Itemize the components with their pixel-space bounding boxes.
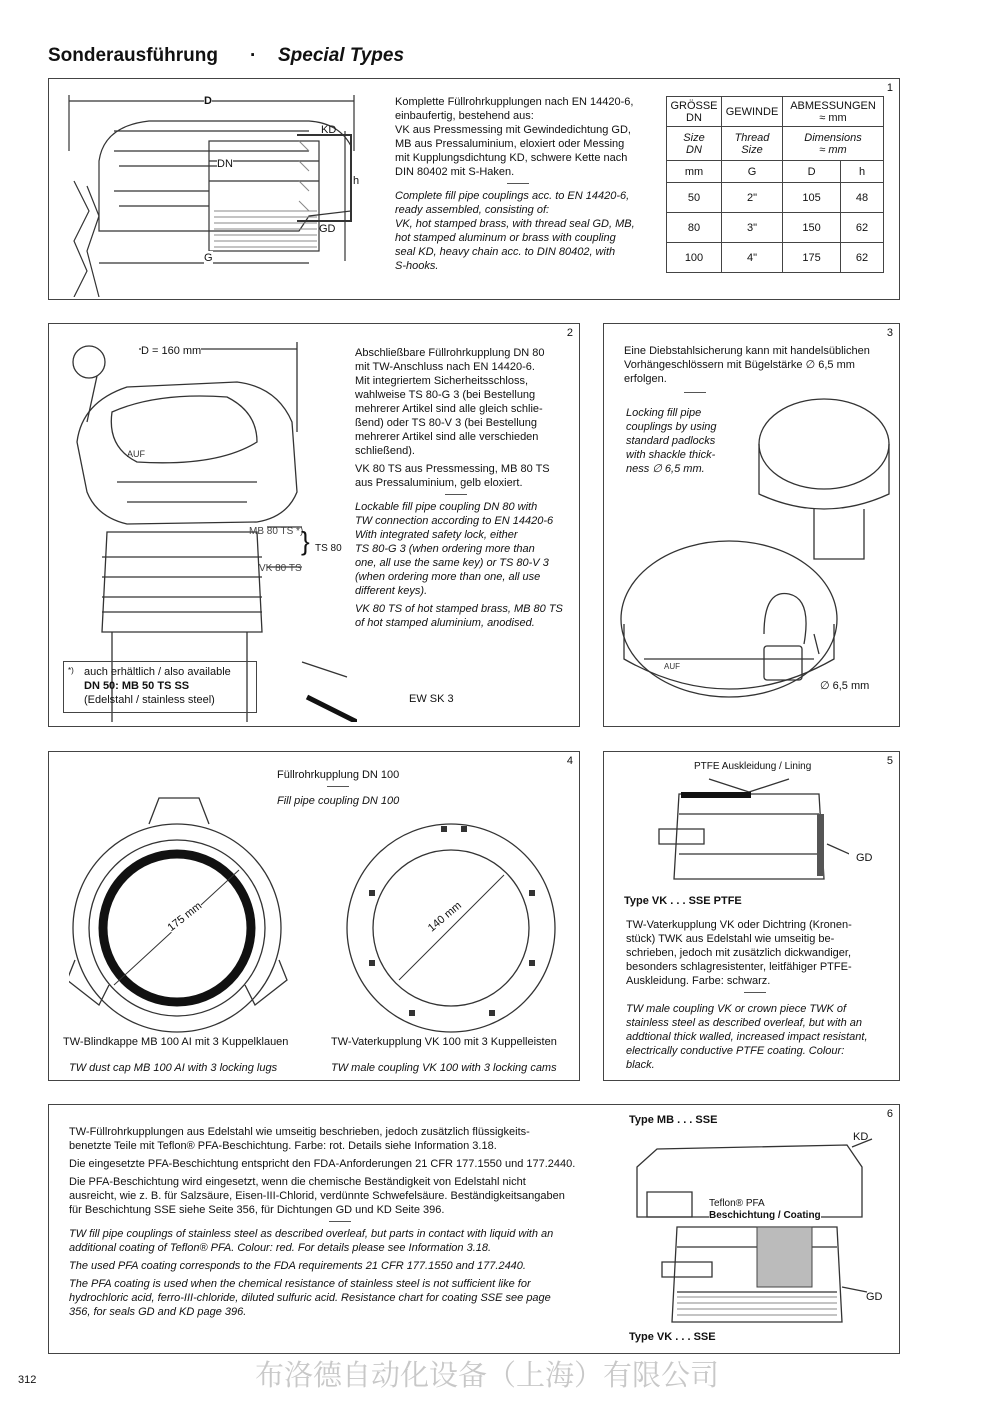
male-coupling-caption-en: TW male coupling VK 100 with 3 locking cams [331,1062,557,1074]
type-vk-sse: Type VK . . . SSE [629,1331,716,1343]
dim-d-label: D [204,95,212,107]
availability-note [63,661,257,713]
teflon-pfa-label: Teflon® PFA [709,1198,765,1209]
dust-cap-caption-en: TW dust cap MB 100 AI with 3 locking lugs [69,1062,278,1074]
s2-description [355,346,569,634]
s6-de-3: Die PFA-Beschichtung wird eingesetzt, wenn die chemische Beständigkeit von Edelstahl nicht ausreicht, wie z. B. für Salzsäure, Eisen-III-Chlorid, verdünnte Schwefelsäure. Beständigkeitsangaben für Beschichtung SSE siehe Seite 356, für Dichtungen GD und KD Seite 396. [69,1176,565,1216]
s2-de-text-1: Abschließbare Füllrohrkupplung DN 80 mit TW-Anschluss nach EN 14420-6. Mit integriertem Sicherheitsschloss, wahlweise TS 80-G 3 (bei Bestellung mehrerer Artikel sind alle gleich schlie- ßend) oder TS 80-V 3 (bei Bestellung mehrerer Artikel sind alle verschieden schließend). [355,347,545,457]
coupling-assembly-drawing [59,91,389,297]
s1-description [395,95,655,277]
s3-de-text: Eine Diebstahlsicherung kann mit handelsüblichen Vorhängeschlössern mit Bügelstärke ∅ 6,5 mm erfolgen. [624,345,870,385]
s1-de-text: Komplette Füllrohrkupplungen nach EN 14420-6, einbaufertig, bestehend aus: VK aus Pressmessing mit Gewindedichtung GD, MB aus Pressaluminium, eloxiert oder Messing mit Kupplungsdichtung KD, schwere Kette nach DIN 80402 mit S-Haken. [395,96,634,178]
brace: } [301,526,310,556]
page-number: 312 [18,1374,37,1386]
col-thread-en: Thread Size [722,127,783,161]
s4-title-de: Füllrohrkupplung DN 100 [277,769,400,781]
unit-g: G [722,161,783,183]
padlock-coupling-drawing [614,384,894,719]
section-number: 1 [886,82,893,94]
section-2 [48,323,580,727]
coating-label: Beschichtung / Coating [709,1210,821,1221]
ptfe-lining-label: PTFE Auskleidung / Lining [694,761,812,772]
s4-title-en: Fill pipe coupling DN 100 [277,795,400,807]
pfa-coupling-drawing [627,1127,882,1337]
kd-label: KD [321,124,337,136]
s2-en-text-1: Lockable fill pipe coupling DN 80 with TW connection according to EN 14420-6 With integrated safety lock, either TS 80-G 3 (when ordering more than one, all use the same key) or TS 80-V 3 (when ordering more than one, all use different keys). [355,501,554,597]
male-coupling-caption-de: TW-Vaterkupplung VK 100 mit 3 Kuppelleisten [331,1036,557,1048]
unit-mm: mm [667,161,722,183]
shackle-dim-label: ∅ 6,5 mm [820,680,870,692]
col-thread-header: GEWINDE [722,97,783,127]
g-label: G [204,252,213,264]
type-vk-sse-ptfe: Type VK . . . SSE PTFE [624,895,742,907]
table-row: 80 3" 150 62 [667,213,884,243]
section-4 [48,751,580,1081]
dn100-drawings [69,790,569,1035]
vk-80-ts-label: VK 80 TS [259,563,302,574]
s6-de-2: Die eingesetzte PFA-Beschichtung entspricht den FDA-Anforderungen 21 CFR 177.1550 und 177.2440. [69,1158,576,1170]
dim-d-160: D = 160 mm [141,345,202,357]
col-dimensions-header: ABMESSUNGEN ≈ mm [783,97,884,127]
col-size-header: GRÖSSE DN [667,97,722,127]
dimensions-table [666,96,884,273]
section-5 [603,751,900,1081]
page-title-en: Special Types [278,45,405,66]
dust-cap-caption-de: TW-Blindkappe MB 100 AI mit 3 Kuppelklauen [63,1036,289,1048]
h-label: h [353,175,360,187]
section-number: 2 [566,327,573,339]
dn-label: DN [217,158,233,170]
dim-140: 140 mm [425,899,464,935]
s6-en-2: The used PFA coating corresponds to the FDA requirements 21 CFR 177.1550 and 177.2440. [69,1260,526,1272]
s5-gd-label: GD [856,852,873,864]
s3-en-text: Locking fill pipe couplings by using standard padlocks with shackle thick- ness ∅ 6,5 mm. [626,407,717,475]
s6-en-1: TW fill pipe couplings of stainless steel as described overleaf, but parts in contact with liquid with an additional coating of Teflon® PFA. Colour: red. For details please see Information 3.18. [69,1228,554,1254]
section-number: 4 [566,755,573,767]
s6-de-1: TW-Füllrohrkupplungen aus Edelstahl wie umseitig beschrieben, jedoch zusätzlich flüssigkeits- benetzte Teile mit Teflon® PFA-Beschichtung. Farbe: rot. Details siehe Information 3.18. [69,1126,530,1152]
ptfe-coupling-drawing [649,774,849,894]
mb-80-ts-label: MB 80 TS *) [249,526,304,537]
s5-en-text: TW male coupling VK or crown piece TWK of stainless steel as described overleaf, but with an addtional thick walled, increased impact resistant, electrically conductive PTFE coating. Colour: black. [626,1003,868,1071]
note-line-3: (Edelstahl / stainless steel) [84,694,215,706]
s1-en-text: Complete fill pipe couplings acc. to EN 14420-6, ready assembled, consisting of: VK, hot stamped brass, with thread seal GD, MB, hot stamped aluminum or brass with coupling seal KD, heavy chain acc. to DIN 80402, with S-hooks. [395,190,635,272]
ts-80-label: TS 80 [315,543,342,554]
section-number: 5 [886,755,893,767]
unit-d: D [783,161,841,183]
cap-auf-label: AUF [127,449,145,459]
s6-gd-label: GD [866,1291,883,1303]
s2-de-text-2: VK 80 TS aus Pressmessing, MB 80 TS aus Pressaluminium, gelb eloxiert. [355,463,550,489]
section-number: 3 [886,327,893,339]
col-size-en: Size DN [667,127,722,161]
section-number: 6 [886,1108,893,1120]
col-dimensions-en: Dimensions ≈ mm [783,127,884,161]
s3-auf-label: AUF [664,662,680,671]
page-title-de: Sonderausführung [48,45,218,66]
s5-de-text: TW-Vaterkupplung VK oder Dichtring (Kronen- stück) TWK aus Edelstahl wie umseitig be- schrieben, jedoch mit zusätzlich dickwandiger, besonders schlagresistenter, leitfähiger PTFE- Auskleidung. Farbe: schwarz. [626,919,852,987]
section-6 [48,1104,900,1354]
table-row: 50 2" 105 48 [667,183,884,213]
section-1 [48,78,900,300]
unit-h: h [841,161,884,183]
gd-label: GD [319,223,336,235]
section-3 [603,323,900,727]
watermark: 布洛德自动化设备（上海）有限公司 [255,1360,720,1392]
table-row: 100 4" 175 62 [667,243,884,273]
dim-175: 175 mm [165,900,205,934]
s2-en-text-2: VK 80 TS of hot stamped brass, MB 80 TS of hot stamped aluminium, anodised. [355,603,563,629]
note-line-1: auch erhältlich / also available [84,666,231,678]
s6-kd-label: KD [853,1131,869,1143]
note-line-2: DN 50: MB 50 TS SS [84,680,190,692]
s6-en-3: The PFA coating is used when the chemical resistance of stainless steel is not sufficient like for hydrochloric acid, ferro-III-chloride, diluted sulfuric acid. Resistance chart for coating SSE see page 356, for seals GD and KD page 396. [69,1278,551,1318]
key-label: EW SK 3 [409,693,454,705]
note-mark: *) [68,666,74,675]
type-mb-sse: Type MB . . . SSE [629,1114,718,1126]
title-separator: · [250,45,257,66]
s6-description [69,1125,609,1323]
